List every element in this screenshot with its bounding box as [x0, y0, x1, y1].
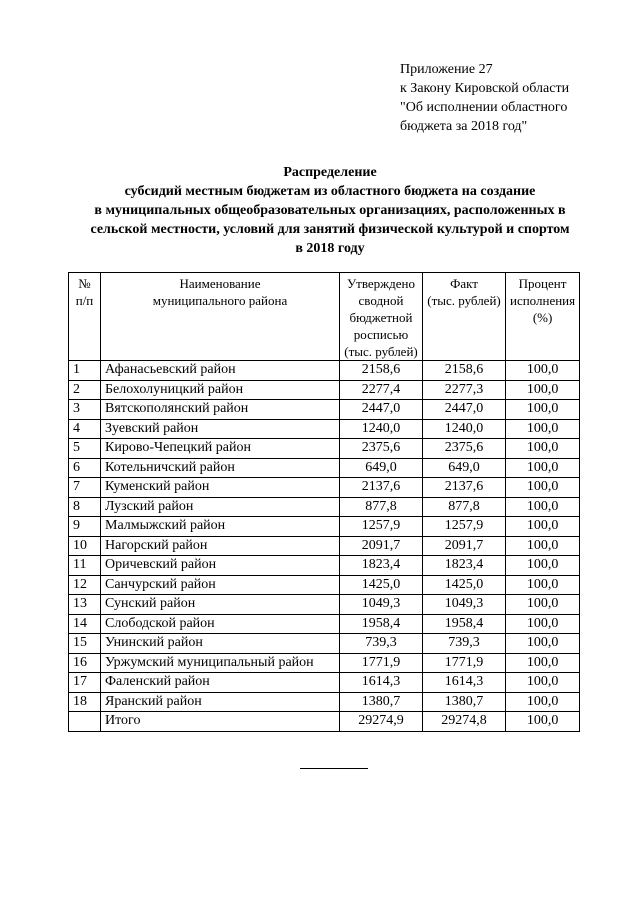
cell-num: 6 [69, 458, 101, 478]
appendix-line: бюджета за 2018 год" [400, 119, 528, 134]
cell-num: 10 [69, 536, 101, 556]
cell-district: Нагорский район [101, 536, 340, 556]
cell-fact: 2137,6 [423, 478, 506, 498]
cell-percent: 100,0 [506, 595, 580, 615]
header-line: Факт [450, 276, 478, 291]
cell-approved: 1823,4 [340, 556, 423, 576]
cell-approved: 2158,6 [340, 361, 423, 381]
cell-num: 2 [69, 380, 101, 400]
header-num [69, 273, 101, 361]
title-line: в 2018 году [295, 241, 365, 256]
cell-percent: 100,0 [506, 439, 580, 459]
cell-approved: 2447,0 [340, 400, 423, 420]
document-title [60, 163, 600, 258]
cell-fact: 2277,3 [423, 380, 506, 400]
cell-district: Фаленский район [101, 673, 340, 693]
cell-approved: 1614,3 [340, 673, 423, 693]
total-row [69, 712, 580, 732]
title-line: субсидий местным бюджетам из областного бюджета на создание [124, 184, 536, 199]
cell-fact: 2091,7 [423, 536, 506, 556]
cell-district: Унинский район [101, 634, 340, 654]
table-row [69, 634, 580, 654]
cell-percent: 100,0 [506, 497, 580, 517]
appendix-line: к Закону Кировской области [400, 81, 570, 96]
cell-percent: 100,0 [506, 634, 580, 654]
cell-district: Зуевский район [101, 419, 340, 439]
cell-fact: 29274,8 [423, 712, 506, 732]
appendix-note [400, 60, 569, 136]
table-row [69, 536, 580, 556]
table-row [69, 458, 580, 478]
cell-district: Афанасьевский район [101, 361, 340, 381]
table-row [69, 575, 580, 595]
cell-num: 4 [69, 419, 101, 439]
cell-district: Уржумский муниципальный район [101, 653, 340, 673]
cell-percent: 100,0 [506, 361, 580, 381]
table-row [69, 556, 580, 576]
cell-approved: 1049,3 [340, 595, 423, 615]
header-line: (тыс. рублей) [427, 293, 501, 308]
cell-percent: 100,0 [506, 400, 580, 420]
header-approved [340, 273, 423, 361]
cell-approved: 1958,4 [340, 614, 423, 634]
cell-district: Малмыжский район [101, 517, 340, 537]
header-percent [506, 273, 580, 361]
cell-percent: 100,0 [506, 458, 580, 478]
header-line: Наименование [179, 276, 261, 291]
cell-approved: 2091,7 [340, 536, 423, 556]
cell-num: 12 [69, 575, 101, 595]
cell-num: 1 [69, 361, 101, 381]
cell-district: Слободской район [101, 614, 340, 634]
header-fact [423, 273, 506, 361]
cell-district: Белохолуницкий район [101, 380, 340, 400]
cell-num: 5 [69, 439, 101, 459]
cell-fact: 1771,9 [423, 653, 506, 673]
cell-approved: 2375,6 [340, 439, 423, 459]
cell-percent: 100,0 [506, 575, 580, 595]
cell-fact: 2158,6 [423, 361, 506, 381]
cell-num [69, 712, 101, 732]
table-row [69, 400, 580, 420]
table-row [69, 614, 580, 634]
cell-approved: 1771,9 [340, 653, 423, 673]
header-line: росписью [353, 327, 409, 342]
appendix-line: "Об исполнении областного [400, 100, 568, 115]
cell-num: 9 [69, 517, 101, 537]
table-row [69, 653, 580, 673]
cell-fact: 739,3 [423, 634, 506, 654]
cell-district: Вятскополянский район [101, 400, 340, 420]
cell-num: 16 [69, 653, 101, 673]
cell-district: Яранский район [101, 692, 340, 712]
cell-num: 8 [69, 497, 101, 517]
table-body [69, 361, 580, 732]
subsidy-table [68, 272, 580, 732]
cell-fact: 1823,4 [423, 556, 506, 576]
cell-approved: 1257,9 [340, 517, 423, 537]
header-line: муниципального района [152, 293, 288, 308]
table-row [69, 673, 580, 693]
cell-fact: 1240,0 [423, 419, 506, 439]
cell-fact: 1958,4 [423, 614, 506, 634]
cell-percent: 100,0 [506, 653, 580, 673]
cell-num: 13 [69, 595, 101, 615]
cell-percent: 100,0 [506, 692, 580, 712]
cell-num: 15 [69, 634, 101, 654]
footer-divider [300, 768, 368, 769]
cell-approved: 877,8 [340, 497, 423, 517]
header-line: № [78, 276, 91, 291]
cell-district: Сунский район [101, 595, 340, 615]
header-line: бюджетной [349, 310, 413, 325]
cell-district: Куменский район [101, 478, 340, 498]
cell-percent: 100,0 [506, 536, 580, 556]
cell-approved: 739,3 [340, 634, 423, 654]
cell-district: Итого [101, 712, 340, 732]
table-row [69, 595, 580, 615]
table-row [69, 692, 580, 712]
table-row [69, 439, 580, 459]
header-line: исполнения [510, 293, 576, 308]
table-header-row [69, 273, 580, 361]
cell-fact: 1425,0 [423, 575, 506, 595]
header-line: Утверждено [346, 276, 416, 291]
header-line: (%) [532, 310, 553, 325]
cell-district: Оричевский район [101, 556, 340, 576]
cell-fact: 877,8 [423, 497, 506, 517]
cell-num: 11 [69, 556, 101, 576]
appendix-line: Приложение 27 [400, 62, 493, 77]
title-line: сельской местности, условий для занятий физической культурой и спортом [90, 222, 570, 237]
cell-district: Кирово-Чепецкий район [101, 439, 340, 459]
table-row [69, 419, 580, 439]
header-line: Процент [518, 276, 567, 291]
header-line: сводной [358, 293, 404, 308]
cell-percent: 100,0 [506, 673, 580, 693]
cell-fact: 2375,6 [423, 439, 506, 459]
cell-fact: 1257,9 [423, 517, 506, 537]
cell-fact: 1049,3 [423, 595, 506, 615]
title-line: в муниципальных общеобразовательных организациях, расположенных в [94, 203, 566, 218]
table-row [69, 361, 580, 381]
cell-fact: 1614,3 [423, 673, 506, 693]
cell-approved: 1380,7 [340, 692, 423, 712]
header-line: (тыс. рублей) [344, 344, 418, 359]
cell-approved: 2277,4 [340, 380, 423, 400]
cell-num: 18 [69, 692, 101, 712]
cell-district: Лузский район [101, 497, 340, 517]
table-row [69, 478, 580, 498]
cell-percent: 100,0 [506, 380, 580, 400]
cell-num: 17 [69, 673, 101, 693]
cell-fact: 2447,0 [423, 400, 506, 420]
cell-approved: 1240,0 [340, 419, 423, 439]
cell-approved: 1425,0 [340, 575, 423, 595]
cell-num: 14 [69, 614, 101, 634]
header-name [101, 273, 340, 361]
cell-percent: 100,0 [506, 419, 580, 439]
cell-percent: 100,0 [506, 712, 580, 732]
cell-percent: 100,0 [506, 614, 580, 634]
cell-percent: 100,0 [506, 517, 580, 537]
cell-percent: 100,0 [506, 556, 580, 576]
cell-fact: 649,0 [423, 458, 506, 478]
table-row [69, 497, 580, 517]
table-row [69, 380, 580, 400]
cell-district: Санчурский район [101, 575, 340, 595]
cell-approved: 649,0 [340, 458, 423, 478]
header-line: п/п [75, 293, 94, 308]
title-line: Распределение [283, 165, 377, 180]
cell-num: 3 [69, 400, 101, 420]
cell-percent: 100,0 [506, 478, 580, 498]
cell-approved: 2137,6 [340, 478, 423, 498]
cell-fact: 1380,7 [423, 692, 506, 712]
cell-approved: 29274,9 [340, 712, 423, 732]
cell-num: 7 [69, 478, 101, 498]
table-row [69, 517, 580, 537]
cell-district: Котельничский район [101, 458, 340, 478]
